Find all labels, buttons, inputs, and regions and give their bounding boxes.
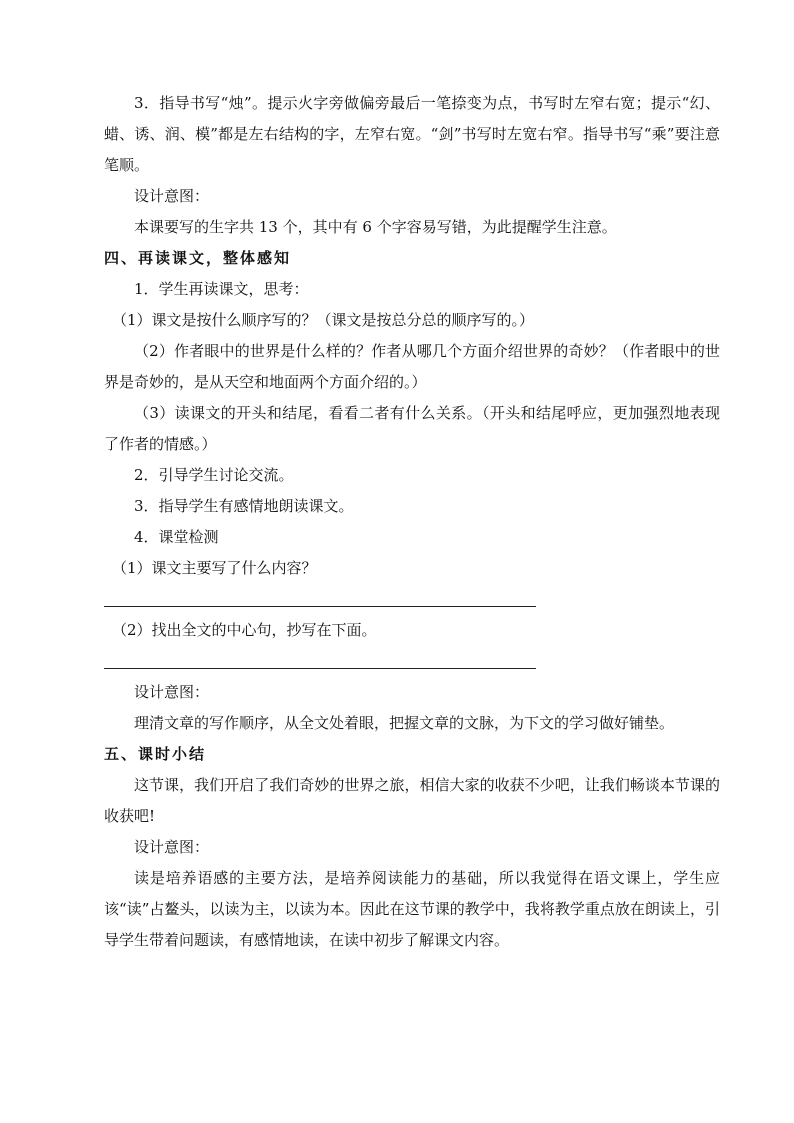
paragraph-writing-guidance: 3．指导书写“烛”。提示火字旁做偏旁最后一笔捺变为点，书写时左窄右宽；提示“幻、蜡、诱、润、模”都是左右结构的字，左窄右宽。“剑”书写时左宽右窄。指导书写“乘”要注意笔顺。 xyxy=(104,94,720,174)
summary-text: 这节课，我们开启了我们奇妙的世界之旅，相信大家的收获不少吧，让我们畅谈本节课的收获吧! xyxy=(104,776,720,825)
question-1: （1）课文是按什么顺序写的？（课文是按总分总的顺序写的。） xyxy=(112,311,535,329)
section-heading-5: 五、课时小结 xyxy=(104,745,207,763)
step-1: 1．学生再读课文，思考： xyxy=(134,280,309,298)
question-2: （2）作者眼中的世界是什么样的？作者从哪几个方面介绍世界的奇妙？（作者眼中的世界是奇妙的，是从天空和地面两个方面介绍的。） xyxy=(104,342,720,391)
answer-line-2 xyxy=(104,646,720,677)
check-question-2: （2）找出全文的中心句，抄写在下面。 xyxy=(112,621,377,639)
question-3: （3）读课文的开头和结尾，看看二者有什么关系。（开头和结尾呼应，更加强烈地表现了作者的情感。） xyxy=(104,404,720,453)
design-intent-text: 理清文章的写作顺序，从全文处着眼，把握文章的文脉，为下文的学习做好铺垫。 xyxy=(134,714,675,732)
step-4: 4．课堂检测 xyxy=(134,528,219,546)
design-intent-text: 本课要写的生字共 13 个，其中有 6 个字容易写错，为此提醒学生注意。 xyxy=(134,218,617,236)
document-body xyxy=(104,88,720,956)
step-3: 3．指导学生有感情地朗读课文。 xyxy=(134,497,354,515)
design-intent-label: 设计意图： xyxy=(134,683,210,701)
check-question-1: （1）课文主要写了什么内容？ xyxy=(112,559,317,577)
step-2: 2．引导学生讨论交流。 xyxy=(134,466,294,484)
design-intent-text: 读是培养语感的主要方法，是培养阅读能力的基础，所以我觉得在语文课上，学生应该“读”占鳌头，以读为主，以读为本。因此在这节课的教学中，我将教学重点放在朗读上，引导学生带着问题读，有感情地读，在读中初步了解课文内容。 xyxy=(104,869,720,949)
design-intent-label: 设计意图： xyxy=(134,838,210,856)
section-heading-4: 四、再读课文，整体感知 xyxy=(104,249,292,267)
design-intent-label: 设计意图： xyxy=(134,187,210,205)
answer-line-1 xyxy=(104,584,720,615)
